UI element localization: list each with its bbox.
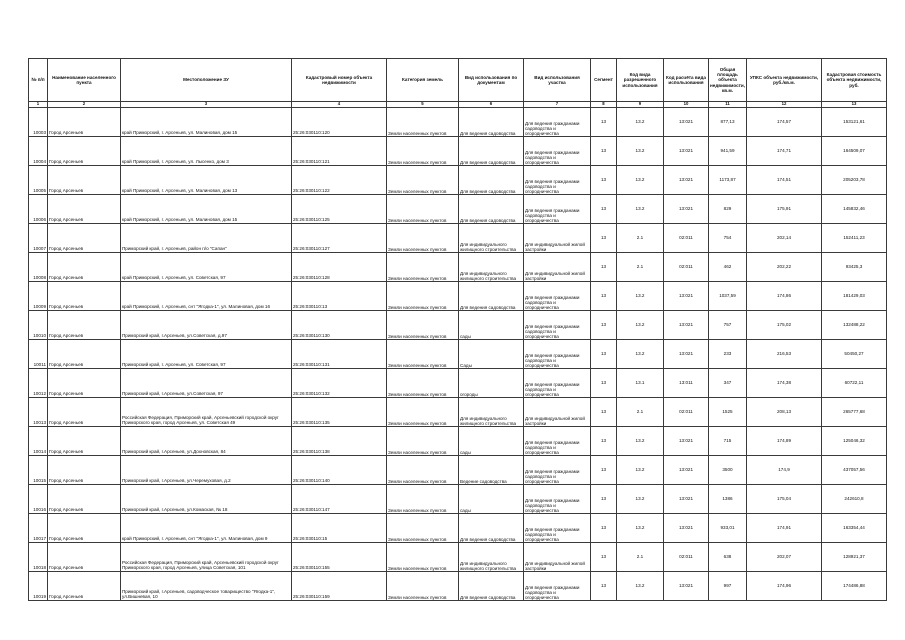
land-category-cell: Земли населенных пунктов [387, 223, 459, 252]
actual-use-cell: Для ведения гражданами садоводства и огородничества [524, 426, 591, 455]
upks-cell: 175,91 [747, 194, 822, 223]
upks-cell: 174,51 [747, 165, 822, 194]
column-number: 11 [709, 102, 747, 108]
segment-cell: 13 [591, 426, 617, 455]
upks-cell: 174,9 [747, 455, 822, 484]
land-category-cell: Земли населенных пунктов [387, 426, 459, 455]
use-code-cell: 13.2 [617, 136, 664, 165]
cadastral-number-cell: 25:26:030110:128 [292, 252, 387, 281]
cadastral-number-cell: 25:26:030110:121 [292, 136, 387, 165]
doc-use-cell: Для ведения садоводства [459, 571, 524, 600]
cadastral-cost-cell: 60722,11 [822, 368, 887, 397]
column-number: 6 [459, 102, 524, 108]
area-cell: 3500 [709, 455, 747, 484]
land-category-cell: Земли населенных пунктов [387, 107, 459, 136]
land-category-cell: Земли населенных пунктов [387, 310, 459, 339]
area-cell: 347 [709, 368, 747, 397]
settlement-cell: Город Арсеньев [48, 107, 121, 136]
land-category-cell: Земли населенных пунктов [387, 281, 459, 310]
header-cell: Категория земель [387, 59, 459, 102]
segment-cell: 13 [591, 571, 617, 600]
cadastral-cost-cell: 132488,22 [822, 310, 887, 339]
actual-use-cell: Для ведения гражданами садоводства и огородничества [524, 368, 591, 397]
location-cell: край Приморский, г. Арсеньев, ул. Советская, 97 [121, 252, 292, 281]
doc-use-cell: Для ведения садоводства [459, 136, 524, 165]
upks-cell: 202,07 [747, 542, 822, 571]
cadastral-cost-cell: 242610,8 [822, 484, 887, 513]
upks-cell: 174,57 [747, 107, 822, 136]
segment-cell: 13 [591, 223, 617, 252]
calc-code-cell: 13:021 [664, 165, 709, 194]
row-number-cell: 10018 [29, 542, 48, 571]
table-row [29, 310, 887, 339]
segment-cell: 13 [591, 455, 617, 484]
settlement-cell: Город Арсеньев [48, 223, 121, 252]
cadastral-cost-cell: 50450,27 [822, 339, 887, 368]
location-cell: Приморский край, г.Арсеньев, ул.Дохновская, 84 [121, 426, 292, 455]
area-cell: 462 [709, 252, 747, 281]
cadastral-number-cell: 25:26:030110:125 [292, 194, 387, 223]
column-number: 13 [822, 102, 887, 108]
settlement-cell: Город Арсеньев [48, 484, 121, 513]
calc-code-cell: 13:021 [664, 339, 709, 368]
row-number-cell: 10010 [29, 310, 48, 339]
doc-use-cell: Для ведения садоводства [459, 513, 524, 542]
cadastral-number-cell: 25:26:030110:130 [292, 310, 387, 339]
use-code-cell: 13.2 [617, 281, 664, 310]
upks-cell: 202,22 [747, 252, 822, 281]
table-row [29, 107, 887, 136]
column-number: 8 [591, 102, 617, 108]
land-category-cell: Земли населенных пунктов [387, 136, 459, 165]
settlement-cell: Город Арсеньев [48, 252, 121, 281]
actual-use-cell: Для ведения гражданами садоводства и огородничества [524, 165, 591, 194]
land-category-cell: Земли населенных пунктов [387, 165, 459, 194]
header-cell: Кадастровая стоимость объекта недвижимости, руб. [822, 59, 887, 102]
segment-cell: 13 [591, 107, 617, 136]
actual-use-cell: Для ведения гражданами садоводства и огородничества [524, 484, 591, 513]
column-number: 5 [387, 102, 459, 108]
cadastral-cost-cell: 145832,46 [822, 194, 887, 223]
use-code-cell: 2.1 [617, 542, 664, 571]
calc-code-cell: 02:011 [664, 542, 709, 571]
cadastral-number-cell: 25:26:030110:13 [292, 281, 387, 310]
area-cell: 877,13 [709, 107, 747, 136]
cadastral-number-cell: 25:26:030110:155 [292, 542, 387, 571]
doc-use-cell: Для ведения садоводства [459, 194, 524, 223]
area-cell: 638 [709, 542, 747, 571]
upks-cell: 174,38 [747, 368, 822, 397]
actual-use-cell: Для ведения гражданами садоводства и огородничества [524, 281, 591, 310]
upks-cell: 208,13 [747, 397, 822, 426]
use-code-cell: 13.2 [617, 310, 664, 339]
actual-use-cell: Для ведения гражданами садоводства и огородничества [524, 310, 591, 339]
cadastral-cost-cell: 437057,56 [822, 455, 887, 484]
location-cell: край Приморский, г. Арсеньев, снт "Ягодка-1", ул. Малиновая, дом 16 [121, 281, 292, 310]
doc-use-cell: Ведение садоводства [459, 455, 524, 484]
row-number-cell: 10007 [29, 223, 48, 252]
settlement-cell: Город Арсеньев [48, 368, 121, 397]
location-cell: Приморский край, г.Арсеньев, садоводческое товарищество "Ягодка-1", ул.Вишневая, 10 [121, 571, 292, 600]
column-number: 1 [29, 102, 48, 108]
calc-code-cell: 13:021 [664, 571, 709, 600]
settlement-cell: Город Арсеньев [48, 542, 121, 571]
table-row [29, 571, 887, 600]
settlement-cell: Город Арсеньев [48, 339, 121, 368]
cadastral-value-table [28, 58, 887, 601]
cadastral-cost-cell: 265777,68 [822, 397, 887, 426]
segment-cell: 13 [591, 484, 617, 513]
location-cell: Приморский край, г.Арсеньев, ул.Черемуховая, д.2 [121, 455, 292, 484]
cadastral-number-cell: 25:26:030110:138 [292, 426, 387, 455]
location-cell: Приморский край, г. Арсеньев, ул. Советская, 97 [121, 339, 292, 368]
calc-code-cell: 13:021 [664, 310, 709, 339]
row-number-cell: 10009 [29, 281, 48, 310]
use-code-cell: 13.2 [617, 571, 664, 600]
doc-use-cell: сады [459, 426, 524, 455]
cadastral-number-cell: 25:26:030110:159 [292, 571, 387, 600]
cadastral-cost-cell: 163354,44 [822, 513, 887, 542]
table-row [29, 194, 887, 223]
upks-cell: 216,53 [747, 339, 822, 368]
table-row [29, 397, 887, 426]
use-code-cell: 13.2 [617, 107, 664, 136]
cadastral-cost-cell: 93425,3 [822, 252, 887, 281]
area-cell: 933,01 [709, 513, 747, 542]
calc-code-cell: 13:021 [664, 281, 709, 310]
segment-cell: 13 [591, 136, 617, 165]
table-row [29, 513, 887, 542]
actual-use-cell: Для индивидуальной жилой застройки [524, 397, 591, 426]
actual-use-cell: Для ведения гражданами садоводства и огородничества [524, 571, 591, 600]
cadastral-number-cell: 25:26:030110:15 [292, 513, 387, 542]
column-number: 7 [524, 102, 591, 108]
settlement-cell: Город Арсеньев [48, 571, 121, 600]
row-number-cell: 10004 [29, 136, 48, 165]
table-row [29, 339, 887, 368]
area-cell: 1386 [709, 484, 747, 513]
cadastral-number-cell: 25:26:030110:140 [292, 455, 387, 484]
segment-cell: 13 [591, 252, 617, 281]
row-number-cell: 10005 [29, 165, 48, 194]
location-cell: Российская Федерация, Приморский край, Арсеньевский городской округ Приморского края, город Арсеньев, ул. Советская 49 [121, 397, 292, 426]
table-row [29, 426, 887, 455]
row-number-cell: 10006 [29, 194, 48, 223]
location-cell: край Приморский, г. Арсеньев, ул. Малиновая, дом 15 [121, 194, 292, 223]
cadastral-cost-cell: 174486,88 [822, 571, 887, 600]
location-cell: край Приморский, г. Арсеньев, ул. Малиновая, дом 13 [121, 165, 292, 194]
land-category-cell: Земли населенных пунктов [387, 397, 459, 426]
location-cell: Приморский край, г.Арсеньев, ул.Комаская, № 18 [121, 484, 292, 513]
use-code-cell: 13.1 [617, 368, 664, 397]
doc-use-cell: огороды [459, 368, 524, 397]
use-code-cell: 13.2 [617, 426, 664, 455]
use-code-cell: 13.2 [617, 339, 664, 368]
calc-code-cell: 13:021 [664, 107, 709, 136]
upks-cell: 174,96 [747, 571, 822, 600]
actual-use-cell: Для ведения гражданами садоводства и огородничества [524, 107, 591, 136]
doc-use-cell: сады [459, 484, 524, 513]
area-cell: 1525 [709, 397, 747, 426]
area-cell: 715 [709, 426, 747, 455]
area-cell: 829 [709, 194, 747, 223]
cadastral-number-cell: 25:26:030110:127 [292, 223, 387, 252]
column-number: 12 [747, 102, 822, 108]
upks-cell: 174,91 [747, 513, 822, 542]
cadastral-number-cell: 25:26:030110:132 [292, 368, 387, 397]
land-category-cell: Земли населенных пунктов [387, 368, 459, 397]
header-cell: Код вида разрешенного использования [617, 59, 664, 102]
land-category-cell: Земли населенных пунктов [387, 571, 459, 600]
cadastral-cost-cell: 181429,03 [822, 281, 887, 310]
calc-code-cell: 13:021 [664, 484, 709, 513]
calc-code-cell: 13:021 [664, 194, 709, 223]
area-cell: 233 [709, 339, 747, 368]
settlement-cell: Город Арсеньев [48, 310, 121, 339]
header-cell: Вид использования по документам [459, 59, 524, 102]
column-number: 3 [121, 102, 292, 108]
doc-use-cell: сады [459, 310, 524, 339]
header-cell: Общая площадь объекта недвижимости, кв.м. [709, 59, 747, 102]
header-cell: Сегмент [591, 59, 617, 102]
row-number-cell: 10019 [29, 571, 48, 600]
doc-use-cell: Для индивидуального жилищного строительства [459, 223, 524, 252]
settlement-cell: Город Арсеньев [48, 281, 121, 310]
column-number: 2 [48, 102, 121, 108]
column-number: 10 [664, 102, 709, 108]
actual-use-cell: Для индивидуальной жилой застройки [524, 542, 591, 571]
row-number-cell: 10015 [29, 455, 48, 484]
doc-use-cell: Для ведения садоводства [459, 281, 524, 310]
actual-use-cell: Для ведения гражданами садоводства и огородничества [524, 194, 591, 223]
land-category-cell: Земли населенных пунктов [387, 484, 459, 513]
header-cell: Кадастровый номер объекта недвижимости [292, 59, 387, 102]
land-category-cell: Земли населенных пунктов [387, 194, 459, 223]
row-number-cell: 10012 [29, 368, 48, 397]
upks-cell: 175,04 [747, 484, 822, 513]
calc-code-cell: 13:021 [664, 455, 709, 484]
use-code-cell: 13.2 [617, 455, 664, 484]
settlement-cell: Город Арсеньев [48, 426, 121, 455]
doc-use-cell: Для индивидуального жилищного строительства [459, 252, 524, 281]
calc-code-cell: 13:021 [664, 513, 709, 542]
calc-code-cell: 13:011 [664, 368, 709, 397]
actual-use-cell: Для индивидуальной жилой застройки [524, 223, 591, 252]
table-row [29, 281, 887, 310]
upks-cell: 174,86 [747, 281, 822, 310]
settlement-cell: Город Арсеньев [48, 194, 121, 223]
header-cell: Наименование населенного пункта [48, 59, 121, 102]
actual-use-cell: Для ведения гражданами садоводства и огородничества [524, 455, 591, 484]
doc-use-cell: Для индивидуального жилищного строительства [459, 397, 524, 426]
header-row [29, 59, 887, 102]
location-cell: Приморский край, г.Арсеньев, ул.Советская, 97 [121, 368, 292, 397]
row-number-cell: 10013 [29, 397, 48, 426]
area-cell: 754 [709, 223, 747, 252]
location-cell: край Приморский, г. Арсеньев, снт "Ягодка-1", ул. Малиновая, дом 9 [121, 513, 292, 542]
cadastral-number-cell: 25:26:030110:120 [292, 107, 387, 136]
table-row [29, 165, 887, 194]
use-code-cell: 13.2 [617, 513, 664, 542]
settlement-cell: Город Арсеньев [48, 165, 121, 194]
cadastral-cost-cell: 205203,78 [822, 165, 887, 194]
segment-cell: 13 [591, 194, 617, 223]
segment-cell: 13 [591, 397, 617, 426]
row-number-cell: 10014 [29, 426, 48, 455]
doc-use-cell: Для ведения садоводства [459, 165, 524, 194]
settlement-cell: Город Арсеньев [48, 513, 121, 542]
cadastral-cost-cell: 152411,23 [822, 223, 887, 252]
location-cell: Приморский край, г. Арсеньев, район п/о "Сапан" [121, 223, 292, 252]
calc-code-cell: 02:011 [664, 223, 709, 252]
use-code-cell: 13.2 [617, 165, 664, 194]
actual-use-cell: Для ведения гражданами садоводства и огородничества [524, 339, 591, 368]
location-cell: Приморский край, г.Арсеньев, ул.Советская, д.97 [121, 310, 292, 339]
land-category-cell: Земли населенных пунктов [387, 542, 459, 571]
location-cell: Российская Федерация, Приморский край, Арсеньевский городской округ Приморского края, город Арсеньев, улица Советская, 101 [121, 542, 292, 571]
segment-cell: 13 [591, 513, 617, 542]
cadastral-number-cell: 25:26:030110:135 [292, 397, 387, 426]
upks-cell: 202,14 [747, 223, 822, 252]
use-code-cell: 13.2 [617, 194, 664, 223]
header-cell: Код расчёта вида использования [664, 59, 709, 102]
actual-use-cell: Для индивидуальной жилой застройки [524, 252, 591, 281]
area-cell: 1173,87 [709, 165, 747, 194]
use-code-cell: 13.2 [617, 484, 664, 513]
segment-cell: 13 [591, 310, 617, 339]
land-category-cell: Земли населенных пунктов [387, 252, 459, 281]
header-cell: № п/п [29, 59, 48, 102]
use-code-cell: 2.1 [617, 252, 664, 281]
table-row [29, 542, 887, 571]
table-row [29, 223, 887, 252]
header-cell: Вид использования участка [524, 59, 591, 102]
actual-use-cell: Для ведения гражданами садоводства и огородничества [524, 136, 591, 165]
calc-code-cell: 13:021 [664, 426, 709, 455]
table-body [29, 102, 887, 601]
cadastral-cost-cell: 125046,32 [822, 426, 887, 455]
settlement-cell: Город Арсеньев [48, 397, 121, 426]
location-cell: край Приморский, г. Арсеньев, ул. Малиновая, дом 15 [121, 107, 292, 136]
table-row [29, 368, 887, 397]
table-row [29, 252, 887, 281]
header-cell: УПКС объекта недвижимости, руб./кв.м. [747, 59, 822, 102]
segment-cell: 13 [591, 281, 617, 310]
calc-code-cell: 02:011 [664, 397, 709, 426]
settlement-cell: Город Арсеньев [48, 455, 121, 484]
cadastral-cost-cell: 153121,61 [822, 107, 887, 136]
segment-cell: 13 [591, 339, 617, 368]
upks-cell: 174,89 [747, 426, 822, 455]
settlement-cell: Город Арсеньев [48, 136, 121, 165]
cadastral-number-cell: 25:26:030110:122 [292, 165, 387, 194]
doc-use-cell: Сады [459, 339, 524, 368]
column-number: 9 [617, 102, 664, 108]
cadastral-number-cell: 25:26:030110:147 [292, 484, 387, 513]
segment-cell: 13 [591, 165, 617, 194]
land-category-cell: Земли населенных пунктов [387, 339, 459, 368]
table-row [29, 455, 887, 484]
location-cell: край Приморский, г. Арсеньев, ул. Лысенко, дом 3 [121, 136, 292, 165]
actual-use-cell: Для ведения гражданами садоводства и огородничества [524, 513, 591, 542]
cadastral-number-cell: 25:26:030110:131 [292, 339, 387, 368]
area-cell: 757 [709, 310, 747, 339]
segment-cell: 13 [591, 542, 617, 571]
doc-use-cell: Для индивидуального жилищного строительства [459, 542, 524, 571]
land-category-cell: Земли населенных пунктов [387, 513, 459, 542]
header-cell: Местоположение ЗУ [121, 59, 292, 102]
upks-cell: 175,02 [747, 310, 822, 339]
row-number-cell: 10011 [29, 339, 48, 368]
use-code-cell: 2.1 [617, 223, 664, 252]
land-category-cell: Земли населенных пунктов [387, 455, 459, 484]
area-cell: 941,59 [709, 136, 747, 165]
row-number-cell: 10003 [29, 107, 48, 136]
calc-code-cell: 02:011 [664, 252, 709, 281]
row-number-cell: 10016 [29, 484, 48, 513]
table-row [29, 484, 887, 513]
doc-use-cell: Для ведения садоводства [459, 107, 524, 136]
column-number: 4 [292, 102, 387, 108]
area-cell: 1037,59 [709, 281, 747, 310]
cadastral-cost-cell: 164509,07 [822, 136, 887, 165]
use-code-cell: 2.1 [617, 397, 664, 426]
table-row [29, 136, 887, 165]
row-number-cell: 10008 [29, 252, 48, 281]
calc-code-cell: 13:021 [664, 136, 709, 165]
upks-cell: 174,71 [747, 136, 822, 165]
segment-cell: 13 [591, 368, 617, 397]
row-number-cell: 10017 [29, 513, 48, 542]
area-cell: 997 [709, 571, 747, 600]
cadastral-cost-cell: 128921,37 [822, 542, 887, 571]
